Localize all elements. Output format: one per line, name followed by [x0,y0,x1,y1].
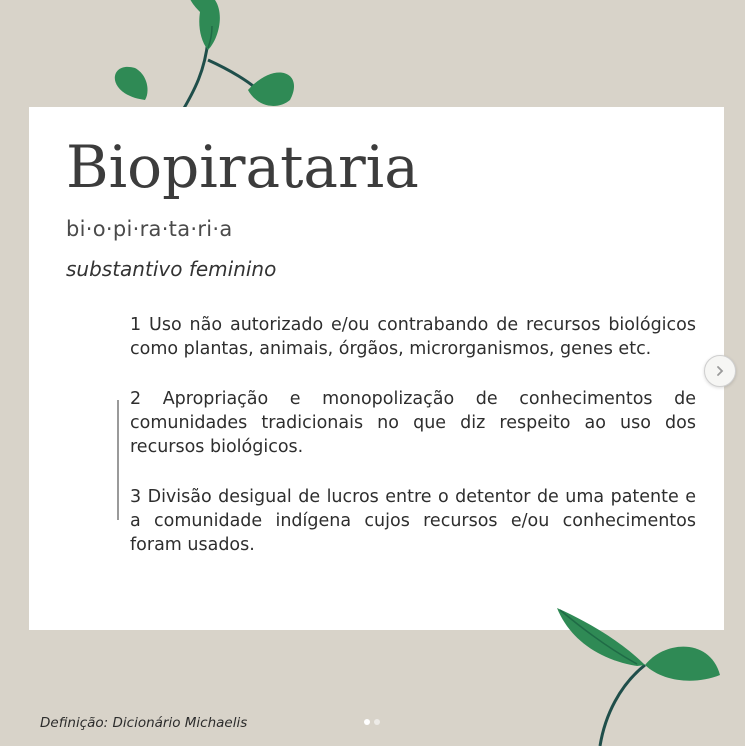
definition-card [29,107,724,630]
carousel-dot[interactable] [374,719,380,725]
carousel-indicator [364,719,380,725]
chevron-right-icon [714,365,726,377]
carousel-dot[interactable] [364,719,370,725]
source-caption: Definição: Dicionário Michaelis [40,715,248,731]
page-title: Biopirataria [66,133,419,201]
divider-line [117,400,119,520]
next-slide-button[interactable] [704,355,736,387]
definition-item-3: 3 Divisão desigual de lucros entre o detentor de uma patente e a comunidade indígena cujos recursos e/ou conhecimentos foram usados. [130,487,696,555]
syllable-division: bi·o·pi·ra·ta·ri·a [66,217,233,241]
word-class: substantivo feminino [66,257,277,281]
definition-item-1: 1 Uso não autorizado e/ou contrabando de recursos biológicos como plantas, animais, órgãos, microrganismos, genes etc. [130,315,696,359]
sprout-icon [545,600,745,746]
definition-item-2: 2 Apropriação e monopolização de conhecimentos de comunidades tradicionais no que diz respeito ao uso dos recursos biológicos. [130,389,696,457]
definition-list [130,313,696,583]
leaf-branch-icon [100,0,300,115]
